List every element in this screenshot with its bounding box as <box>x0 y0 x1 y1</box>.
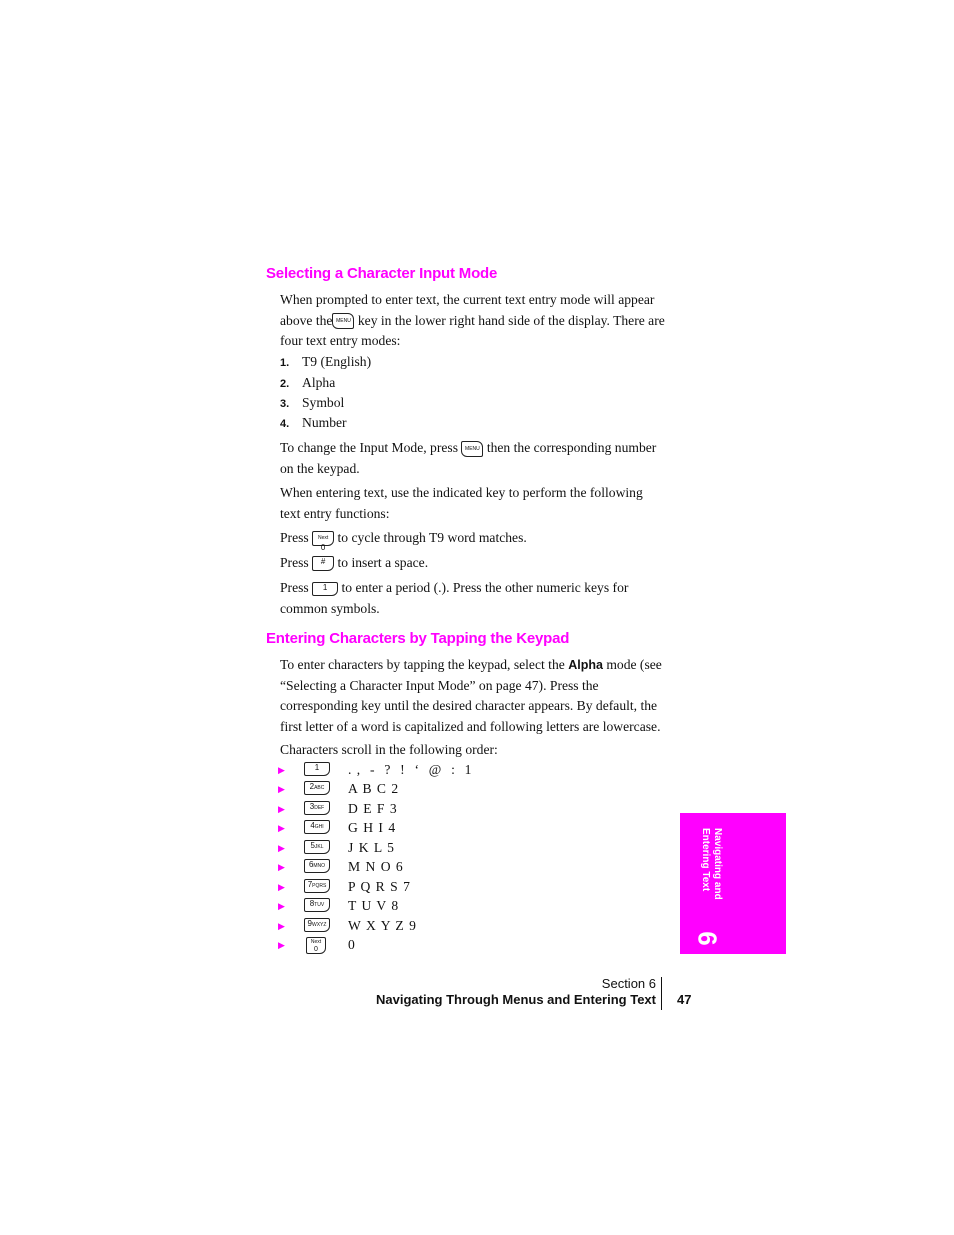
key-1-icon: 1 <box>304 762 330 776</box>
footer-title: Navigating Through Menus and Entering Text <box>376 992 656 1007</box>
section-tab-number: 6 <box>692 931 723 946</box>
space-key-icon: # <box>312 556 334 571</box>
section-heading-tapping-keypad: Entering Characters by Tapping the Keypad <box>266 630 570 647</box>
key-6-icon: 6MNO <box>304 859 330 873</box>
triangle-bullet-icon: ▶ <box>278 765 285 775</box>
triangle-bullet-icon: ▶ <box>278 901 285 911</box>
triangle-bullet-icon: ▶ <box>278 804 285 814</box>
mode-item-4: 4. Number <box>280 415 347 430</box>
tapping-paragraph: To enter characters by tapping the keypad, select the Alpha mode (see “Selecting a Character Input Mode” on page 47). Press the corresponding key until the desired character appears. By default, the first letter of a word is capitalized and following letters are lowercase. <box>280 657 662 734</box>
key-7-icon: 7PQRS <box>304 879 330 893</box>
triangle-bullet-icon: ▶ <box>278 862 285 872</box>
key-2-icon: 2ABC <box>304 781 330 795</box>
key-3-icon: 3DEF <box>304 801 330 815</box>
footer-divider <box>661 977 662 1010</box>
mode-item-2: 2. Alpha <box>280 375 336 390</box>
mode-item-1: 1. T9 (English) <box>280 354 372 369</box>
triangle-bullet-icon: ▶ <box>278 882 285 892</box>
change-mode-paragraph: To change the Input Mode, press MENU then the corresponding number on the keypad. <box>280 440 657 476</box>
menu-key-icon: MENU <box>461 441 483 457</box>
one-key-icon: 1 <box>312 582 338 596</box>
section-tab-label: Navigating and Entering Text <box>700 828 723 900</box>
function-space-paragraph: Press # to insert a space. <box>280 555 429 570</box>
triangle-bullet-icon: ▶ <box>278 921 285 931</box>
scroll-intro-paragraph: Characters scroll in the following order: <box>280 742 498 757</box>
intro-paragraph: When prompted to enter text, the current text entry mode will appear above the MENU key in the lower right hand side of the display. There are four text entry modes: <box>280 292 665 348</box>
key-8-icon: 8TUV <box>304 898 330 912</box>
key-9-icon: 9WXYZ <box>304 918 330 932</box>
page-number: 47 <box>677 992 692 1007</box>
key-4-icon: 4GHI <box>304 820 330 834</box>
function-next-paragraph: Press Next 0 to cycle through T9 word matches. <box>280 530 527 553</box>
triangle-bullet-icon: ▶ <box>278 843 285 853</box>
triangle-bullet-icon: ▶ <box>278 784 285 794</box>
menu-key-icon: MENU <box>332 313 354 329</box>
alpha-mode-term: Alpha <box>568 658 603 672</box>
mode-item-3: 3. Symbol <box>280 395 345 410</box>
key-5-icon: 5JKL <box>304 840 330 854</box>
footer-section: Section 6 <box>601 976 656 991</box>
next-key-icon: Next 0 <box>312 531 334 546</box>
functions-intro-paragraph: When entering text, use the indicated key to perform the following text entry functions: <box>280 485 643 521</box>
function-period-paragraph: Press 1 to enter a period (.). Press the other numeric keys for common symbols. <box>280 580 629 616</box>
triangle-bullet-icon: ▶ <box>278 940 285 950</box>
triangle-bullet-icon: ▶ <box>278 823 285 833</box>
section-heading-input-mode: Selecting a Character Input Mode <box>266 265 498 282</box>
key-0-icon: Next 0 <box>306 937 326 954</box>
